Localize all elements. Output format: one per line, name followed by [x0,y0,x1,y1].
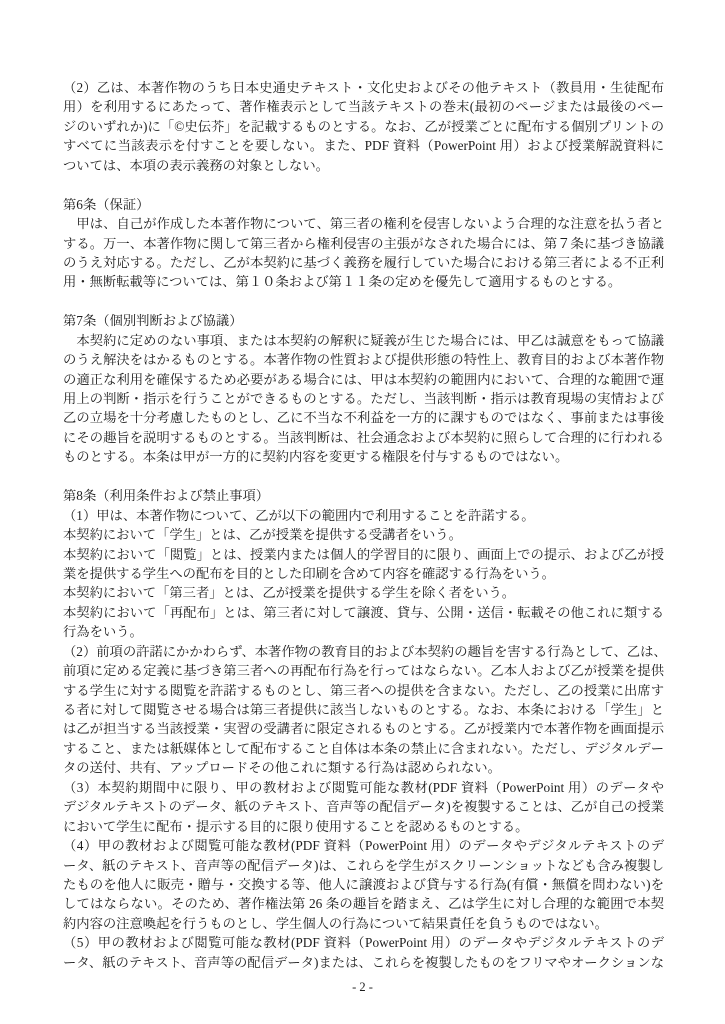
text-line: ジのいずれか)に「©史伝芥」を記載するものとする。なお、乙が授業ごとに配布する個別プリントの [63,118,664,134]
text-line: において学生に配布・提示する目的に限り使用することを認めるものとする。 [63,818,529,834]
text-line: 用・無断転載等については、第１０条および第１１条の定めを優先して適用するものとする。 [63,274,622,290]
text-line: 業を提供する学生への配布を目的とした印刷を含めて内容を確認する行為をいう。 [63,565,555,581]
text-line: 本契約において「再配布」とは、第三者に対して譲渡、貸与、公開・送信・転載その他これに類する [63,604,664,620]
text-line: 甲は、自己が作成した本著作物について、第三者の権利を侵害しないよう合理的な注意を払う者と [63,216,664,232]
text-line: タの送付、共有、アップロードその他これに類する行為は認められない。 [63,760,501,776]
text-line: 約内容の注意喚起を行うものとし、学生個人の行為について結果責任を負うものではない。 [63,915,608,931]
text-line: （2）乙は、本著作物のうち日本史通史テキスト・文化史およびその他テキスト（教員用・生徒配布 [63,80,664,95]
text-line: する。万一、本著作物に関して第三者から権利侵害の主張がなされた場合には、第７条に基づき協議 [63,235,664,251]
text-line: （2）前項の許諾にかかわらず、本著作物の教育目的および本契約の趣旨を害する行為として、乙は、 [63,643,667,659]
text-line: 用）を利用するにあたって、著作権表示として当該テキストの巻末(最初のページまたは最後のペー [63,99,664,115]
text-line: 行為をいう。 [63,624,143,640]
text-line: ものとする。本条は甲が一方的に契約内容を変更する権限を付与するものではない。 [63,449,569,465]
text-line: （1）甲は、本著作物について、乙が以下の範囲内で利用することを許諾する。 [63,507,535,523]
text-line: 乙の立場を十分考慮したものとし、乙に不当な不利益を一方的に課すものではなく、事前または事後 [63,410,664,426]
section-heading: 第6条（保証） [63,196,150,212]
section-heading: 第7条（個別判断および協議） [63,313,243,329]
section-heading: 第8条（利用条件および禁止事項） [63,488,270,504]
text-line: する学生に対する閲覧を許諾するものとし、第三者への提供を含まない。ただし、乙の授業に出席す [63,682,664,698]
text-line: にその趣旨を説明するものとする。当該判断は、社会通念および本契約に照らして合理的に行われる [63,429,664,445]
text-line: すべてに当該表示を付すことを要しない。また、PDF 資料（PowerPoint 用）および授業解説資料に [63,138,664,154]
text-line: のうえ対応する。ただし、乙が本契約に基づく義務を履行していた場合における第三者による不正利 [63,254,664,270]
text-line: は乙が担当する当該授業・実習の受講者に限定されるものとする。乙が授業内で本著作物を画面提示 [63,721,664,737]
page-number: - 2 - [352,980,373,994]
text-line: すること、または紙媒体として配布すること自体は本条の禁止に含まれない。ただし、デジタルデー [63,740,664,756]
text-line: 用上の判断・指示を行うことができるものとする。ただし、当該判断・指示は教育現場の実情および [63,391,664,406]
text-line: （5）甲の教材および閲覧可能な教材(PDF 資料（PowerPoint 用）のデータやデジタルテキストのデ [63,935,664,951]
text-line: 前項に定める定義に基づき第三者への再配布行為を行ってはならない。乙本人および乙が授業を提供 [63,663,664,679]
text-line: （4）甲の教材および閲覧可能な教材(PDF 資料（PowerPoint 用）のデータやデジタルテキストのデ [63,838,664,854]
document-body [63,78,667,972]
text-line: の適正な利用を確保するため必要がある場合には、甲は本契約の範囲内において、合理的な範囲で運 [63,371,664,387]
blank-line [63,467,664,486]
blank-line [63,292,664,311]
text-line: ータ、紙のテキスト、音声等の配信データ)または、これらを複製したものをフリマやオークションな [63,954,664,970]
text-line: る者に対して閲覧させる場合は第三者提供に該当しないものとする。なお、本条における「学生」と [63,702,664,717]
text-line: 本契約に定めのない事項、または本契約の解釈に疑義が生じた場合には、甲乙は誠意をもって協議 [63,332,664,348]
text-line: してはならない。そのため、著作権法第 26 条の趣旨を踏まえ、乙は学生に対し合理的な範囲で本契 [63,896,664,912]
text-line: たものを他人に販売・贈与・交換する等、他人に譲渡および貸与する行為(有償・無償を問わない)を [63,876,664,892]
text-line: 本契約において「第三者」とは、乙が授業を提供する学生を除く者をいう。 [63,585,516,601]
text-line: ついては、本項の表示義務の対象としない。 [63,157,329,173]
text-line: デジタルテキストのデータ、紙のテキスト、音声等の配信データ)を複製することは、乙が自己の授業 [63,799,664,815]
text-line: のうえ解決をはかるものとする。本著作物の性質および提供形態の特性上、教育目的および本著作物 [63,352,664,368]
text-line: （3）本契約期間中に限り、甲の教材および閲覧可能な教材(PDF 資料（PowerPoint 用）のデータや [63,779,664,795]
text-line: 本契約において「閲覧」とは、授業内または個人的学習目的に限り、画面上での提示、および乙が授 [63,546,664,562]
text-line: ータ、紙のテキスト、音声等の配信データ)は、これらを学生がスクリーンショットなども含み複製し [63,857,664,873]
text-line: 本契約において「学生」とは、乙が授業を提供する受講者をいう。 [63,527,462,543]
blank-line [63,175,664,194]
